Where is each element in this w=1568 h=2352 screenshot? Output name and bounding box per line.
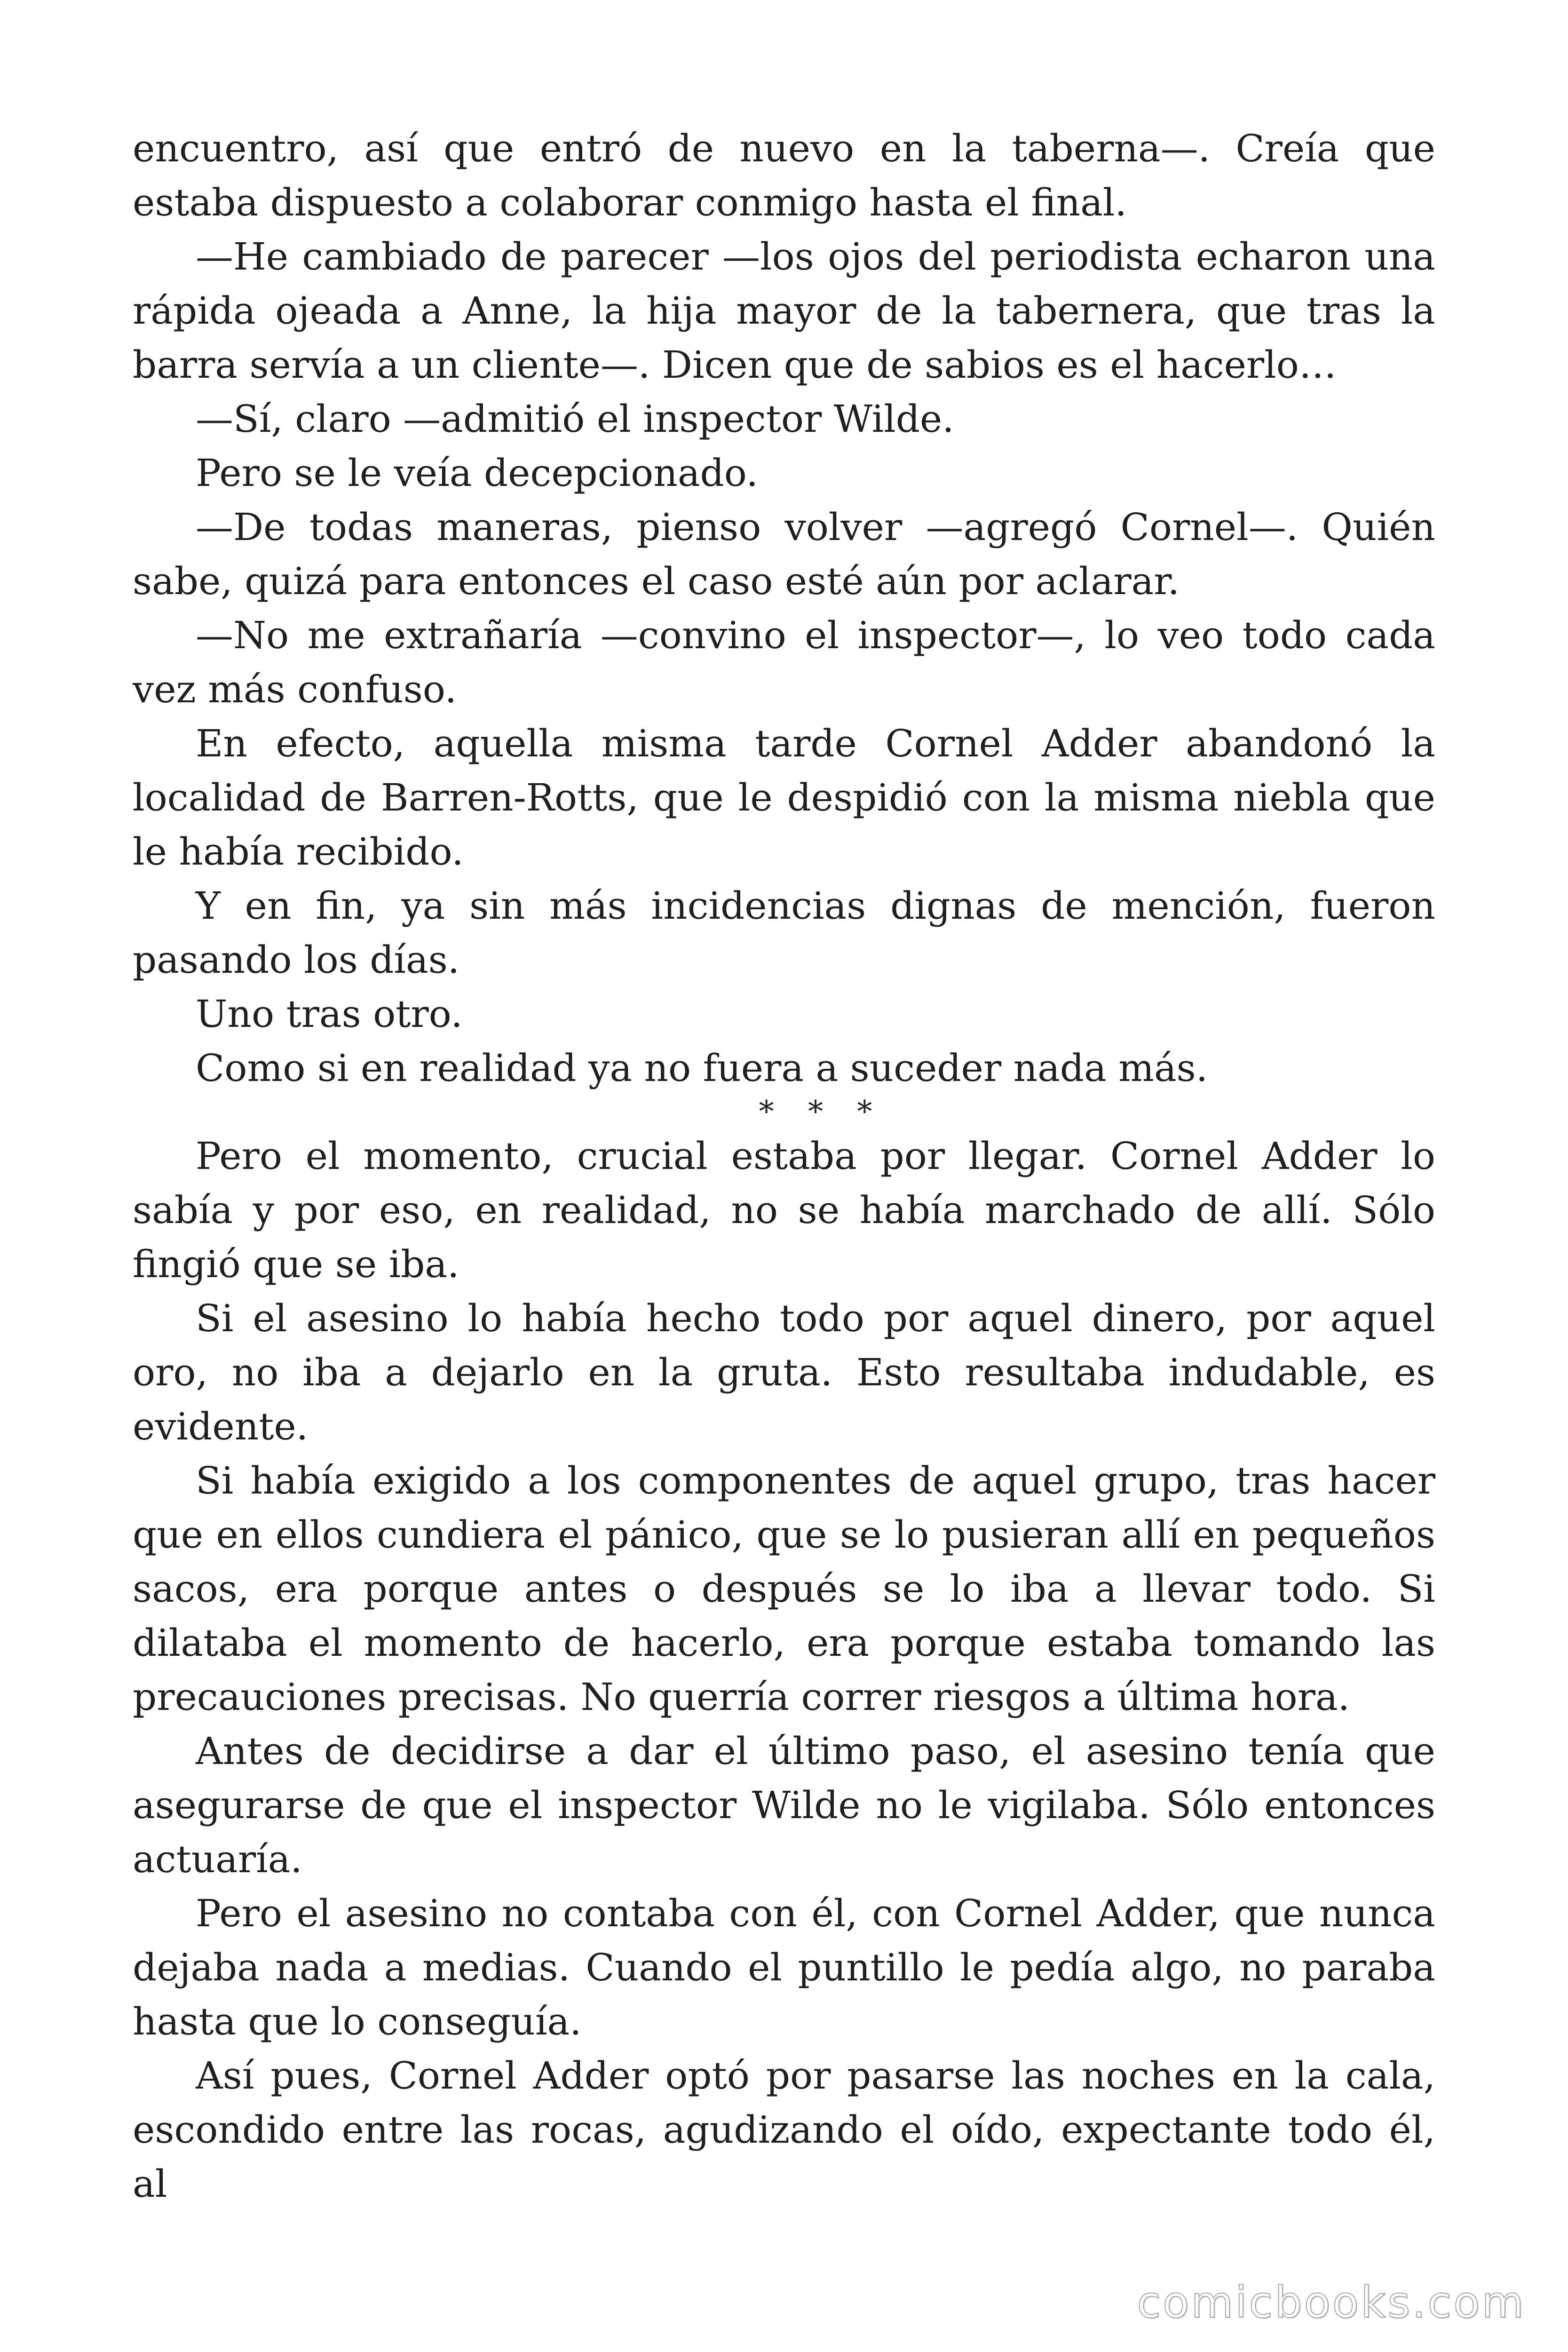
- paragraph: Pero el asesino no contaba con él, con Cornel Adder, que nunca dejaba nada a medias. Cuando el puntillo le pedía algo, no paraba hasta que lo conseguía.: [133, 1891, 1435, 2043]
- paragraph: Uno tras otro.: [196, 992, 463, 1036]
- paragraph: encuentro, así que entró de nuevo en la taberna—. Creía que estaba dispuesto a colaborar conmigo hasta el final.: [133, 127, 1435, 224]
- paragraph: —De todas maneras, pienso volver —agregó Cornel—. Quién sabe, quizá para entonces el caso esté aún por aclarar.: [133, 505, 1435, 603]
- paragraph: Pero el momento, crucial estaba por llegar. Cornel Adder lo sabía y por eso, en realidad, no se había marchado de allí. Sólo fingió que se iba.: [133, 1134, 1435, 1286]
- paragraph: Y en fin, ya sin más incidencias dignas de mención, fueron pasando los días.: [133, 884, 1435, 982]
- paragraph: Antes de decidirse a dar el último paso, el asesino tenía que asegurarse de que el inspector Wilde no le vigilaba. Sólo entonces actuaría.: [133, 1729, 1435, 1881]
- watermark-logo: comicbooks.com: [1137, 2277, 1526, 2328]
- paragraph: —No me extrañaría —convino el inspector—, lo veo todo cada vez más confuso.: [133, 613, 1435, 711]
- paragraph: Como si en realidad ya no fuera a suceder nada más.: [196, 1046, 1208, 1090]
- paragraph: —Sí, claro —admitió el inspector Wilde.: [196, 397, 954, 441]
- paragraph: —He cambiado de parecer —los ojos del periodista echaron una rápida ojeada a Anne, la hija mayor de la tabernera, que tras la barra servía a un cliente—. Dicen que de sabios es el hacerlo…: [133, 235, 1435, 387]
- paragraph: Si había exigido a los componentes de aquel grupo, tras hacer que en ellos cundiera el pánico, que se lo pusieran allí en pequeños sacos, era porque antes o después se lo iba a llevar todo. Si dilataba el momento de hacerlo, era porque estaba tomando las precauciones precisas. No querría correr riesgos a última hora.: [133, 1459, 1435, 1719]
- paragraph: Así pues, Cornel Adder optó por pasarse las noches en la cala, escondido entre las rocas, agudizando el oído, expectante todo él, al: [133, 2054, 1435, 2206]
- paragraph: En efecto, aquella misma tarde Cornel Adder abandonó la localidad de Barren-Rotts, que le despidió con la misma niebla que le había recibido.: [133, 722, 1435, 874]
- scene-separator: * * *: [759, 1095, 885, 1129]
- body-text: [133, 121, 1435, 2211]
- paragraph: Si el asesino lo había hecho todo por aquel dinero, por aquel oro, no iba a dejarlo en la gruta. Esto resultaba indudable, es evidente.: [133, 1296, 1435, 1448]
- paragraph: Pero se le veía decepcionado.: [196, 451, 758, 495]
